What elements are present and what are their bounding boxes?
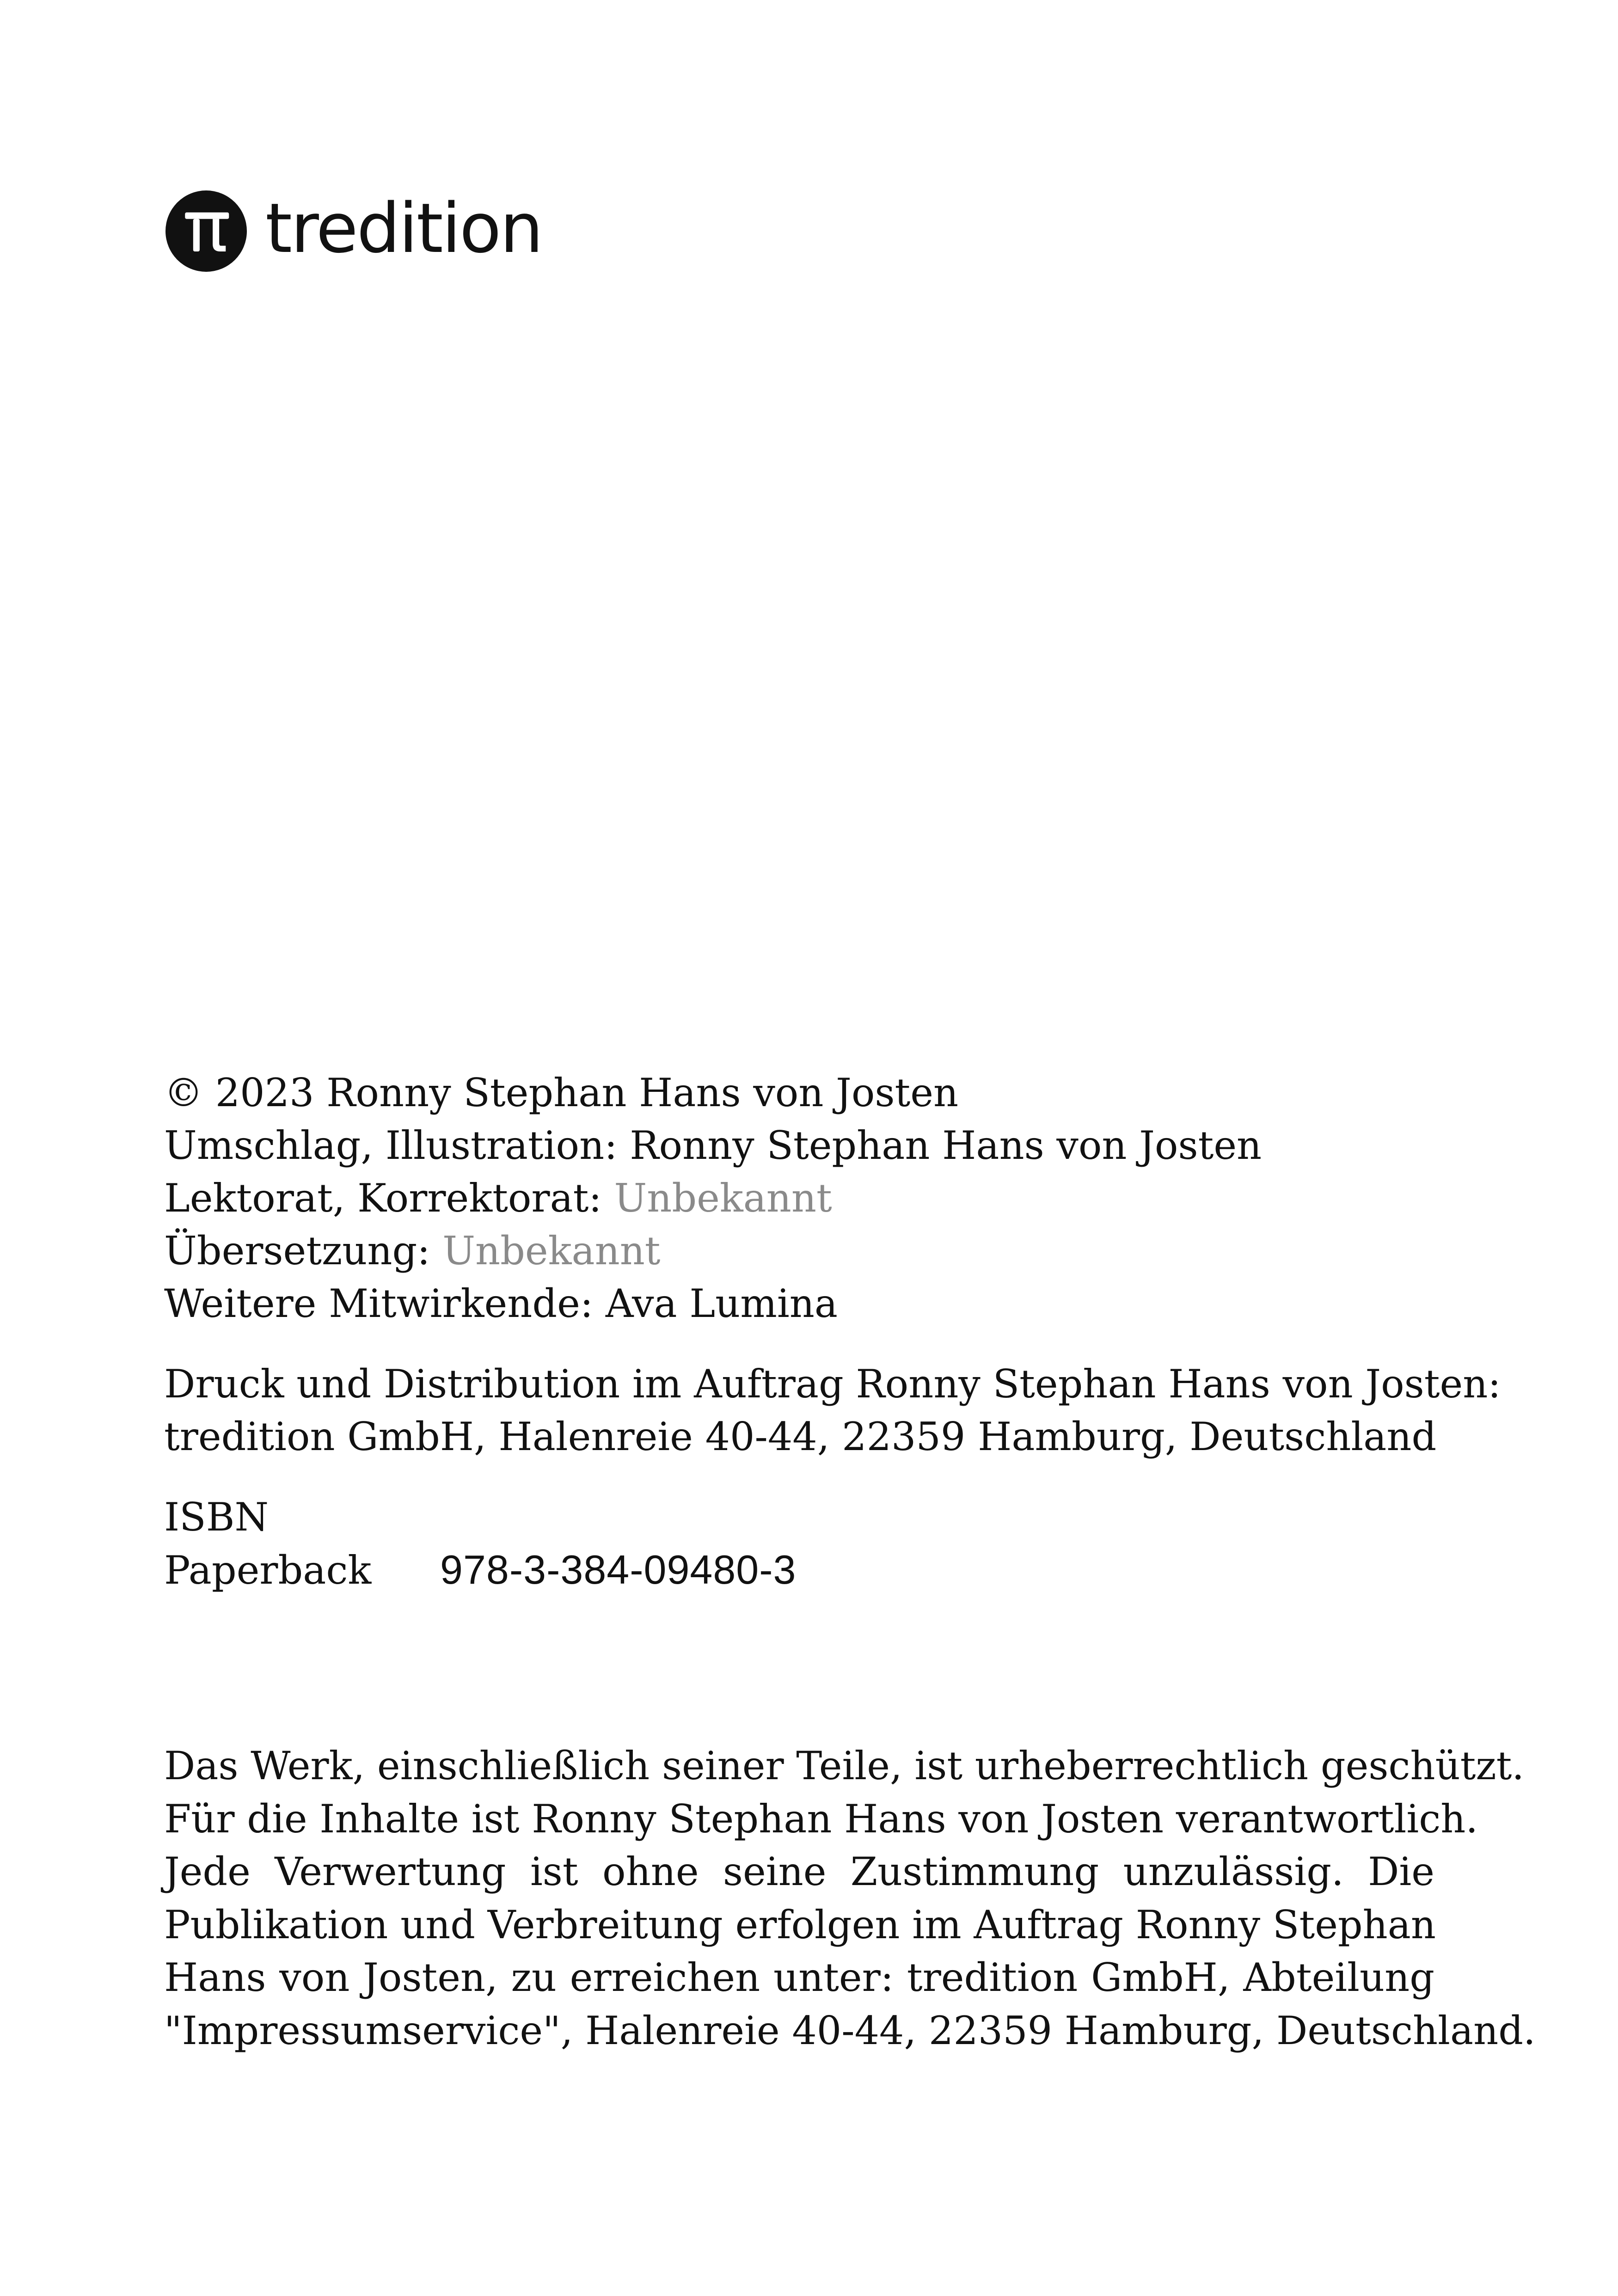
isbn-number: 978-3-384-09480-3: [440, 1547, 797, 1592]
print-distribution-block: [164, 1358, 1501, 1463]
legal-notice-line: "Impressumservice", Halenreie 40-44, 22359 Hamburg, Deutschland.: [164, 2008, 1536, 2053]
copyright-line: © 2023 Ronny Stephan Hans von Josten: [164, 1070, 959, 1115]
translation-label: Übersetzung:: [164, 1228, 443, 1274]
legal-notice: [164, 1739, 1536, 2057]
print-distribution-line: Druck und Distribution im Auftrag Ronny Stephan Hans von Josten:: [164, 1361, 1501, 1407]
publisher-address-line: tredition GmbH, Halenreie 40-44, 22359 Hamburg, Deutschland: [164, 1414, 1437, 1459]
isbn-block: [164, 1491, 796, 1596]
legal-notice-line: Jede Verwertung ist ohne seine Zustimmung unzulässig. Die: [164, 1849, 1434, 1894]
tredition-t-mark-icon: [165, 190, 247, 272]
translation-value: Unbekannt: [442, 1228, 661, 1274]
legal-notice-line: Publikation und Verbreitung erfolgen im Auftrag Ronny Stephan: [164, 1902, 1436, 1947]
editing-label: Lektorat, Korrektorat:: [164, 1176, 614, 1221]
legal-notice-line: Für die Inhalte ist Ronny Stephan Hans von Josten verantwortlich.: [164, 1796, 1478, 1842]
editing-value: Unbekannt: [614, 1176, 832, 1221]
credits-block: [164, 1066, 1262, 1330]
publisher-wordmark: tredition: [265, 189, 542, 268]
cover-credit-line: Umschlag, Illustration: Ronny Stephan Hans von Josten: [164, 1123, 1262, 1168]
contributors-line: Weitere Mitwirkende: Ava Lumina: [164, 1281, 838, 1326]
legal-notice-line: Das Werk, einschließlich seiner Teile, ist urheberrechtlich geschützt.: [164, 1743, 1525, 1788]
editing-credit-line: [164, 1172, 1262, 1225]
publisher-logo: [165, 190, 542, 273]
isbn-heading: ISBN: [164, 1494, 269, 1540]
translation-credit-line: [164, 1225, 1262, 1277]
legal-notice-line: Hans von Josten, zu erreichen unter: tredition GmbH, Abteilung: [164, 1955, 1434, 2000]
isbn-row: [164, 1543, 796, 1596]
isbn-format-label: Paperback: [164, 1548, 372, 1593]
